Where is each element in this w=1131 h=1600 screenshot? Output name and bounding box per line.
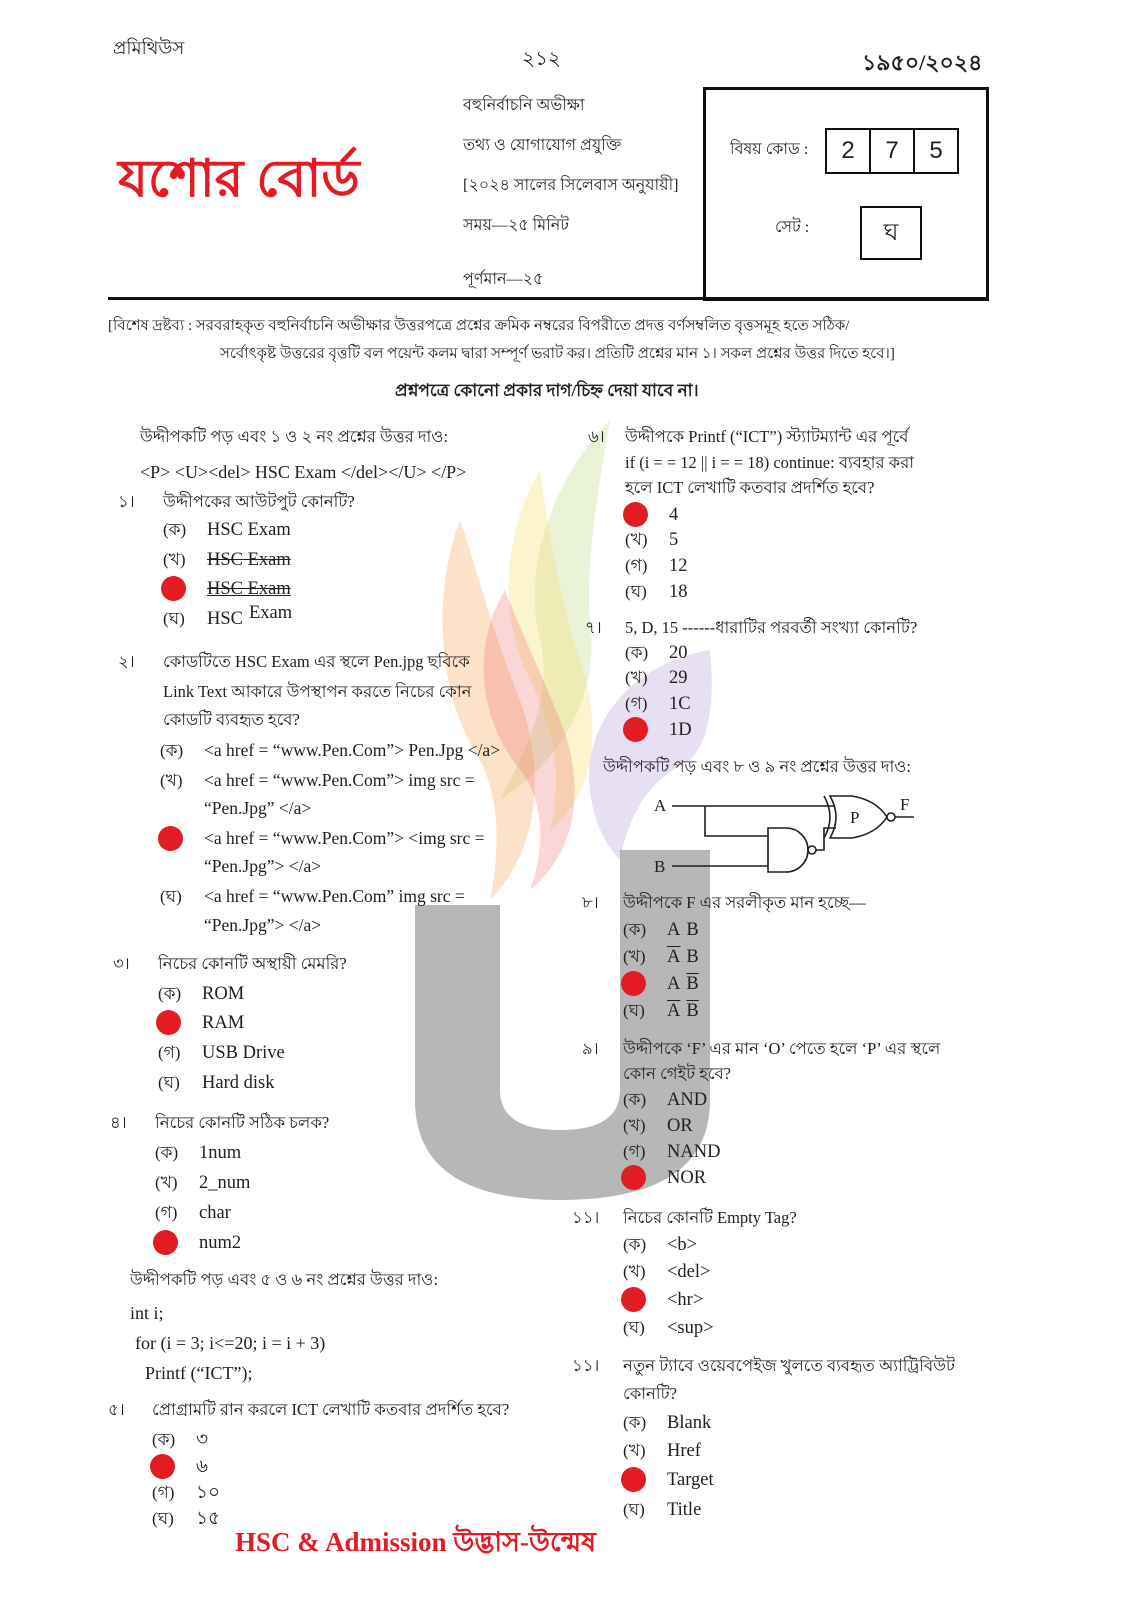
option-text-continued: “Pen.Jpg”> </a> [204, 915, 322, 935]
answer-slot [158, 1011, 202, 1037]
question-text: হলে ICT লেখাটি কতবার প্রদর্শিত হবে? [625, 478, 875, 497]
question-text: উদ্দীপকে F এর সরলীকৃত মান হচ্ছে— [623, 893, 866, 912]
question-text: নিচের কোনটি Empty Tag? [623, 1208, 797, 1227]
option-text: char [199, 1203, 231, 1223]
question-text: প্রোগ্রামটি রান করলে ICT লেখাটি কতবার প্রদর্শিত হবে? [152, 1400, 510, 1419]
subject-code-box [703, 87, 989, 301]
option-text: <a href = “www.Pen.Com”> img src = [204, 770, 475, 790]
question-number: ৫। [108, 1400, 125, 1419]
q9-option-a [623, 1088, 707, 1112]
q6-option-b [625, 528, 678, 552]
q11-option-d [623, 1498, 701, 1522]
q6-option-c [625, 554, 688, 578]
question-text: কোন গেইট হবে? [623, 1064, 732, 1083]
q4-option-a [155, 1141, 241, 1165]
variable-b: B [686, 920, 699, 940]
option-text: USB Drive [202, 1043, 285, 1063]
option-text: 1C [669, 694, 691, 714]
option-text: Title [667, 1500, 702, 1520]
filled-answer-bubble [150, 1454, 175, 1479]
q7-option-a [625, 641, 688, 665]
option-label: (ক) [163, 520, 187, 539]
filled-answer-bubble [623, 502, 648, 527]
filled-answer-bubble [158, 826, 183, 851]
option-label: (গ) [152, 1483, 175, 1502]
stimulus-intro: উদ্দীপকটি পড় এবং ৫ ও ৬ নং প্রশ্নের উত্তর দাও: [130, 1270, 439, 1289]
option-text: 1D [669, 720, 692, 740]
filled-answer-bubble [621, 1287, 646, 1312]
option-text: <del> [667, 1262, 711, 1282]
instruction-note-line: সর্বোৎকৃষ্ট উত্তরের বৃত্তটি বল পয়েন্ট কলম দ্বারা সম্পূর্ণ ভরাট কর। প্রতিটি প্রশ্নের মান ১। সকল প্রশ্নের উত্তর দিতে হবে।] [220, 346, 895, 362]
question-text: Link Text আকারে উপস্থাপন করতে নিচের কোন [163, 682, 472, 701]
option-text: 2_num [199, 1173, 251, 1193]
option-label: (ঘ) [158, 1073, 180, 1092]
option-text: Target [667, 1470, 714, 1490]
option-text: 18 [669, 582, 688, 602]
stimulus-code: Printf (“ICT”); [145, 1363, 253, 1383]
option-text: <b> [667, 1235, 698, 1255]
page-number: ২১২ [522, 48, 561, 70]
full-marks: পূর্ণমান—২৫ [463, 271, 544, 288]
option-label: (খ) [623, 947, 646, 966]
q7-option-c [625, 692, 691, 716]
q2-option-c [160, 826, 485, 850]
diagram-label-p: P [850, 808, 860, 827]
filled-answer-bubble [156, 1010, 181, 1035]
answer-slot [625, 503, 669, 529]
option-label: (ক) [152, 1430, 176, 1449]
option-label: (ঘ) [623, 1001, 645, 1020]
question-number: ১। [118, 492, 135, 511]
stimulus-intro: উদ্দীপকটি পড় এবং ৮ ও ৯ নং প্রশ্নের উত্তর দাও: [603, 757, 912, 776]
question-text: উদ্দীপকে ‘F’ এর মান ‘O’ পেতে হলে ‘P’ এর স্থলে [623, 1039, 941, 1058]
option-text: NAND [667, 1142, 721, 1162]
question-text: if (i = = 12 || i = = 18) continue: ব্যবহার করা [625, 453, 915, 472]
q11-option-b [623, 1439, 701, 1463]
q10-option-c [623, 1288, 703, 1312]
q2-option-a [160, 738, 500, 762]
q3-option-b [158, 1011, 244, 1035]
question-text: কোনটি? [623, 1384, 677, 1403]
q9-option-c [623, 1140, 720, 1164]
variable-b-complement: $\overline{B}$ [686, 1001, 699, 1021]
answer-slot [623, 1468, 667, 1494]
option-label: (গ) [623, 1142, 646, 1161]
option-text: 12 [669, 556, 688, 576]
variable-a: A [667, 920, 681, 940]
answer-slot [155, 1231, 199, 1257]
q9-option-b [623, 1114, 693, 1138]
question-number: ১১। [572, 1356, 600, 1375]
option-text: ৬ [196, 1457, 209, 1477]
option-text: ১৫ [196, 1509, 221, 1529]
q2-option-d [160, 884, 465, 908]
option-label: (ক) [623, 1090, 647, 1109]
question-number: ৯। [582, 1039, 599, 1058]
option-text: OR [667, 1116, 693, 1136]
q8-option-a [623, 918, 705, 942]
question-text: নতুন ট্যাবে ওয়েবপেইজ খুলতে ব্যবহৃত অ্যাট্রিবিউট [623, 1356, 955, 1375]
q1-option-d [163, 603, 293, 631]
option-label: (ক) [623, 920, 647, 939]
q4-option-c [155, 1201, 231, 1225]
option-label: (খ) [160, 771, 183, 790]
logic-gate-diagram [650, 788, 920, 883]
q8-option-c [623, 972, 705, 996]
option-label: (ঘ) [623, 1318, 645, 1337]
stimulus-intro: উদ্দীপকটি পড় এবং ১ ও ২ নং প্রশ্নের উত্তর দাও: [140, 427, 449, 446]
question-number: ৮। [582, 893, 599, 912]
q7-option-d [625, 718, 692, 742]
option-text: RAM [202, 1013, 245, 1033]
option-label: (খ) [623, 1262, 646, 1281]
q3-option-d [158, 1071, 274, 1095]
question-text: কোডটিতে HSC Exam এর স্থলে Pen.jpg ছবিকে [163, 652, 470, 671]
variable-a-complement: $\overline{A}$ [667, 947, 681, 967]
option-text: 5 [669, 530, 679, 550]
q5-option-c [152, 1481, 220, 1505]
option-text: HSC [207, 609, 243, 629]
question-number: ৪। [110, 1113, 127, 1132]
answer-slot [625, 718, 669, 744]
variable-b-complement: $\overline{B}$ [686, 974, 699, 994]
q10-option-a [623, 1233, 697, 1257]
option-label: (খ) [623, 1441, 646, 1460]
footer-brand: HSC & Admission উদ্ভাস-উন্মেষ [235, 1527, 597, 1557]
set-value: ঘ [860, 206, 922, 260]
q1-option-c [163, 577, 291, 601]
diagram-label-b: B [654, 857, 666, 876]
option-label: (ক) [625, 643, 649, 662]
answer-slot [163, 577, 207, 603]
header-divider [108, 297, 988, 300]
option-label: (খ) [163, 550, 186, 569]
option-text-continued: “Pen.Jpg” </a> [204, 798, 312, 818]
option-text: HSC Exam [207, 520, 291, 540]
answer-slot [623, 1288, 667, 1314]
variable-a-complement: $\overline{A}$ [667, 1001, 681, 1021]
question-text: কোডটি ব্যবহৃত হবে? [163, 710, 300, 729]
filled-answer-bubble [621, 1165, 646, 1190]
q11-option-a [623, 1411, 711, 1435]
instruction-warning: প্রশ্নপত্রে কোনো প্রকার দাগ/চিহ্ন দেয়া যাবে না। [395, 381, 699, 400]
q3-option-a [158, 982, 244, 1006]
option-label: (ঘ) [163, 609, 185, 628]
instruction-note-line: [বিশেষ দ্রষ্টব্য : সরবরাহকৃত বহুনির্বাচনি অভীক্ষার উত্তরপত্রে প্রশ্নের ক্রমিক নম্বরের বিপরীতে প্রদত্ত বর্ণসম্বলিত বৃত্তসমূহ হতে সঠিক/ [108, 318, 850, 334]
question-text: উদ্দীপকের আউটপুট কোনটি? [163, 492, 355, 511]
q10-option-b [623, 1260, 710, 1284]
option-label: (গ) [625, 556, 648, 575]
nand-gate-bubble [808, 846, 816, 854]
answer-slot [623, 1166, 667, 1192]
option-label: (ঘ) [625, 582, 647, 601]
option-label: (ক) [158, 984, 182, 1003]
answer-slot [160, 827, 204, 853]
answer-slot [152, 1455, 196, 1481]
question-number: ২। [118, 652, 135, 671]
option-text: NOR [667, 1168, 707, 1188]
gate-p-bubble [887, 813, 895, 821]
option-text: 20 [669, 643, 688, 663]
q2-option-b [160, 768, 475, 792]
filled-answer-bubble [623, 717, 648, 742]
variable-b: B [686, 947, 699, 967]
q6-option-a [625, 503, 678, 527]
answer-slot [623, 972, 667, 998]
publisher-name: প্রমিথিউস [113, 38, 185, 58]
option-text: ১০ [196, 1483, 221, 1503]
option-text: num2 [199, 1233, 242, 1253]
question-text: নিচের কোনটি সঠিক চলক? [155, 1113, 330, 1132]
filled-answer-bubble [621, 971, 646, 996]
option-text: ৩ [196, 1430, 209, 1450]
option-label: (খ) [625, 530, 648, 549]
option-text: <hr> [667, 1290, 704, 1310]
option-label: (গ) [158, 1043, 181, 1062]
set-label: সেট : [775, 219, 810, 236]
subject-name: তথ্য ও যোগাযোগ প্রযুক্তি [463, 137, 622, 154]
q4-option-b [155, 1171, 250, 1195]
stimulus-code: <P> <U><del> HSC Exam </del></U> </P> [140, 462, 467, 482]
subject-code-digit: 7 [869, 128, 915, 174]
wire-a [672, 806, 834, 836]
option-text: <a href = “www.Pen.Com”> <img src = [204, 828, 485, 848]
question-text: 5, D, 15 ------ধারাটির পরবর্তী সংখ্যা কোনটি? [625, 618, 918, 637]
option-label: (ঘ) [623, 1500, 645, 1519]
exam-type: বহুনির্বাচনি অভীক্ষা [463, 97, 585, 114]
q10-option-d [623, 1316, 714, 1340]
option-text: Hard disk [202, 1073, 275, 1093]
filled-answer-bubble [153, 1230, 178, 1255]
option-label: (ঘ) [160, 887, 182, 906]
option-text: ROM [202, 984, 245, 1004]
q4-option-d [155, 1231, 241, 1255]
diagram-label-a: A [654, 796, 667, 815]
reference-code: ১৯৫০/২০২৪ [862, 50, 983, 75]
option-text: <a href = “www.Pen.Com”> Pen.Jpg </a> [204, 740, 501, 760]
option-text-continued: “Pen.Jpg”> </a> [204, 856, 322, 876]
stimulus-code: int i; [130, 1303, 164, 1323]
filled-answer-bubble [161, 576, 186, 601]
option-label: (ক) [155, 1143, 179, 1162]
question-number: ১১। [572, 1208, 600, 1227]
option-text: AND [667, 1090, 708, 1110]
q11-option-c [623, 1468, 714, 1492]
option-text: <a href = “www.Pen.Com” img src = [204, 886, 465, 906]
subject-code-digit: 5 [913, 128, 959, 174]
option-text: <sup> [667, 1318, 714, 1338]
question-number: ৩। [113, 954, 130, 973]
option-label: (ক) [623, 1235, 647, 1254]
q1-option-b [163, 548, 291, 572]
subject-code-label: বিষয় কোড : [730, 141, 809, 158]
q6-option-d [625, 580, 688, 604]
option-label: (ক) [623, 1413, 647, 1432]
option-text: Href [667, 1441, 701, 1461]
option-label: (ক) [160, 741, 184, 760]
question-number: ৭। [585, 618, 602, 637]
option-label: (খ) [625, 668, 648, 687]
q5-option-b [152, 1455, 208, 1479]
subject-code-digit: 2 [825, 128, 871, 174]
q5-option-a [152, 1428, 208, 1452]
q5-option-d [152, 1507, 220, 1531]
filled-answer-bubble [621, 1467, 646, 1492]
board-title: যশোর বোর্ড [118, 151, 360, 208]
option-label: (গ) [625, 694, 648, 713]
option-label: (গ) [155, 1203, 178, 1222]
question-number: ৬। [588, 427, 605, 446]
option-label: (খ) [155, 1173, 178, 1192]
option-text: 4 [669, 505, 679, 525]
stimulus-code: for (i = 3; i<=20; i = i + 3) [135, 1333, 326, 1353]
option-text: Blank [667, 1413, 712, 1433]
option-text: 29 [669, 668, 688, 688]
question-text: উদ্দীপকে Printf (“ICT”) স্ট্যাটম্যান্ট এর পূর্বে [625, 427, 909, 446]
diagram-label-f: F [900, 795, 910, 814]
nand-gate-body [768, 828, 808, 872]
question-text: নিচের কোনটি অস্থায়ী মেমরি? [158, 954, 347, 973]
option-text: HSC Exam [207, 579, 291, 599]
option-label: (ঘ) [152, 1509, 174, 1528]
variable-a: A [667, 974, 681, 994]
q1-option-a [163, 518, 291, 542]
q3-option-c [158, 1041, 285, 1065]
option-label: (খ) [623, 1116, 646, 1135]
option-text: 1num [199, 1143, 242, 1163]
syllabus-note: [২০২৪ সালের সিলেবাস অনুযায়ী] [463, 177, 679, 194]
q8-option-b [623, 945, 705, 969]
option-superscript: Exam [249, 603, 293, 623]
gate-p-back-curve [824, 796, 830, 838]
q9-option-d [623, 1166, 706, 1190]
option-text: HSC Exam [207, 550, 291, 570]
q8-option-d [623, 999, 705, 1023]
q7-option-b [625, 666, 688, 690]
exam-time: সময়—২৫ মিনিট [463, 217, 569, 234]
